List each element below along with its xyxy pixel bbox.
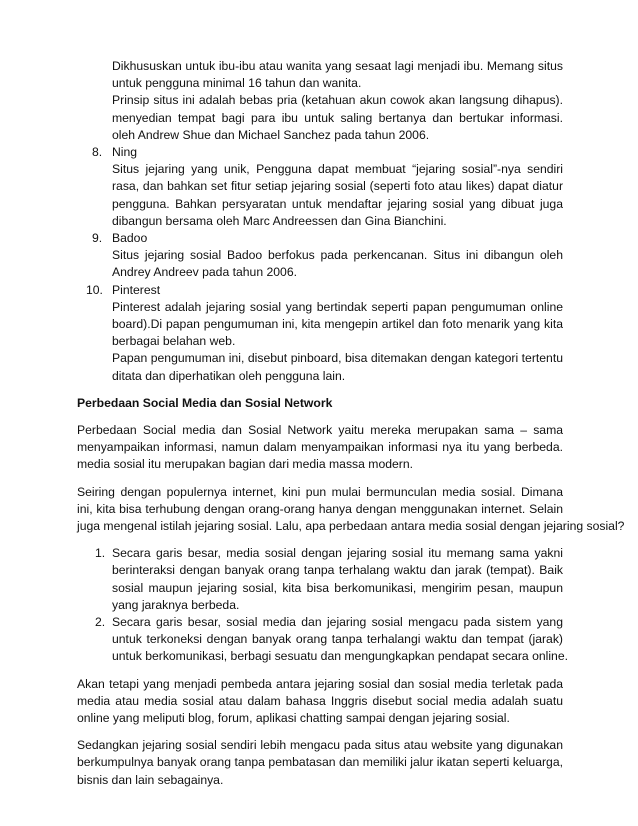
- list-number: 8.: [92, 145, 103, 159]
- text-line: Perbedaan Social media dan Sosial Network yaitu mereka merupakan sama – sama: [77, 423, 563, 437]
- text-line: juga mengenal istilah jejaring sosial. Lalu, apa perbedaan antara media sosial dengan jejaring sosial?: [77, 519, 625, 533]
- text-line: berkumpulnya banyak orang tanpa pembatasan dan memiliki jalur ikatan seperti keluarga,: [77, 755, 563, 770]
- text-line: Situs jejaring yang unik, Pengguna dapat membuat “jejaring sosial”-nya sendiri: [112, 162, 563, 177]
- text-line: board).Di papan pengumuman ini, kita mengepin artikel dan foto menarik yang kita: [112, 317, 563, 331]
- text-line: Papan pengumuman ini, disebut pinboard, bisa ditemakan dengan kategori tertentu: [112, 351, 563, 366]
- list-number: 9.: [92, 231, 103, 245]
- list-number: 2.: [95, 615, 106, 629]
- text-line: yang jaraknya berbeda.: [112, 597, 240, 612]
- list-item-title: Ning: [112, 145, 138, 159]
- text-line: berinteraksi dengan banyak orang tanpa terhalang waktu dan jarak (tempat). Baik: [112, 563, 563, 578]
- text-line: Seiring dengan populernya internet, kini pun mulai bermunculan media sosial. Dimana: [77, 484, 563, 499]
- section-heading: Perbedaan Social Media dan Sosial Network: [77, 395, 333, 410]
- text-line: Andrey Andreev pada tahun 2006.: [112, 265, 297, 280]
- text-line: berbagai belahan web.: [112, 334, 236, 349]
- list-number: 10.: [86, 282, 103, 297]
- text-line: menyedian tempat bagi para ibu untuk saling bertanya dan bertukar informasi.: [112, 110, 563, 125]
- text-line: media atau media sosial atau dalam bahasa Inggris disebut social media adalah suatu: [77, 693, 563, 708]
- text-line: Secara garis besar, sosial media dan jejaring sosial mengacu pada sistem yang: [112, 615, 563, 629]
- text-line: untuk berkomunikasi, berbagi sesuatu dan mengungkapkan pendapat secara online.: [112, 649, 568, 664]
- text-line: sosial maupun jejaring sosial, kita bisa berkomunikasi, mengirim pesan, maupun: [112, 580, 563, 595]
- text-line: Situs jejaring sosial Badoo berfokus pada perkencanan. Situs ini dibangun oleh: [112, 248, 563, 263]
- text-line: Pinterest adalah jejaring sosial yang bertindak seperti papan pengumuman online: [112, 299, 563, 314]
- text-line: Dikhususkan untuk ibu-ibu atau wanita yang sesaat lagi menjadi ibu. Memang situs: [112, 59, 563, 73]
- text-line: untuk pengguna minimal 16 tahun dan wanita.: [112, 76, 362, 91]
- text-line: bisnis dan lain sebagainya.: [77, 772, 224, 787]
- text-line: media sosial itu merupakan bagian dari media massa modern.: [77, 457, 414, 472]
- text-line: ini, kita bisa terhubung dengan orang-orang hanya dengan menggunakan internet. Selain: [77, 501, 563, 516]
- text-line: online yang meliputi blog, forum, aplikasi chatting sampai dengan jejaring sosial.: [77, 711, 510, 725]
- text-line: Sedangkan jejaring sosial sendiri lebih mengacu pada situs atau website yang digunakan: [77, 738, 563, 753]
- text-line: dibangun bersama oleh Marc Andreessen dan Gina Bianchini.: [112, 213, 447, 228]
- list-item-title: Pinterest: [112, 282, 161, 297]
- text-line: pengguna. Bahkan persyaratan untuk mendaftar jejaring sosial yang dibuat juga: [112, 196, 563, 211]
- text-line: ditata dan diperhatikan oleh pengguna lain.: [112, 368, 346, 383]
- list-number: 1.: [95, 546, 106, 561]
- text-line: Prinsip situs ini adalah bebas pria (ketahuan akun cowok akan langsung dihapus).: [112, 93, 563, 108]
- text-line: Secara garis besar, media sosial dengan jejaring sosial itu memang sama yakni: [112, 546, 563, 561]
- text-line: menyampaikan informasi, namun dalam menyampaikan informasi nya itu yang berbeda.: [77, 440, 563, 455]
- list-item-title: Badoo: [112, 231, 148, 245]
- text-line: untuk terkoneksi dengan banyak orang tanpa terhalangi waktu dan tempat (jarak): [112, 632, 563, 647]
- text-line: rasa, dan bahkan set fitur setiap jejaring sosial (seperti foto atau likes) dapat diatur: [112, 179, 563, 194]
- text-line: Akan tetapi yang menjadi pembeda antara jejaring sosial dan sosial media terletak pada: [77, 676, 563, 691]
- text-line: oleh Andrew Shue dan Michael Sanchez pada tahun 2006.: [112, 127, 430, 142]
